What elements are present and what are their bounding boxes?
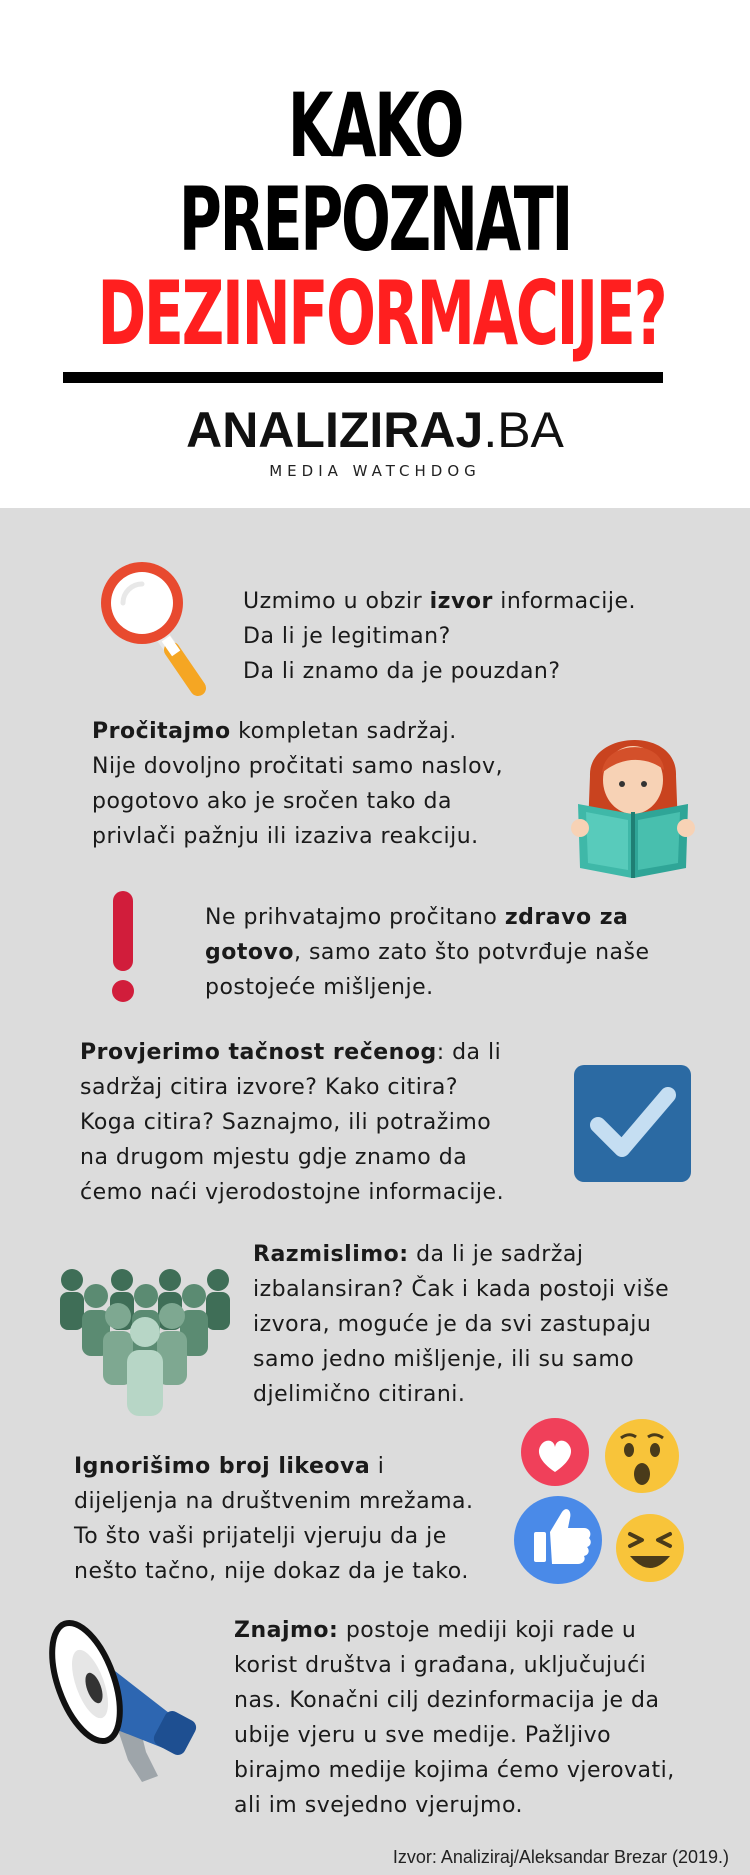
text: kompletan sadržaj. [230, 719, 457, 744]
tip-2-line [92, 714, 503, 749]
tip-4-line [80, 1175, 504, 1210]
emphasis: gotovo [205, 940, 294, 965]
text: To što vaši prijatelji vjeruju da je [74, 1524, 447, 1549]
brand-domain: .BA [483, 402, 564, 458]
title-line-2: PREPOZNATI [178, 168, 572, 271]
tip-1-line [243, 619, 636, 654]
text: Uzmimo u obzir [243, 589, 430, 614]
text: na drugom mjestu gdje znamo da [80, 1145, 468, 1170]
tip-5-line [253, 1307, 669, 1342]
exclamation-icon [108, 891, 138, 1003]
checkbox-icon [574, 1065, 691, 1182]
text: samo jedno mišljenje, ili su samo [253, 1347, 635, 1372]
crowd-icon [60, 1268, 230, 1418]
text: i [370, 1454, 385, 1479]
tip-5-line [253, 1377, 669, 1412]
text: Da li znamo da je pouzdan? [243, 659, 561, 684]
text: birajmo medije kojima ćemo vjerovati, [234, 1758, 675, 1783]
brand-tagline: MEDIA WATCHDOG [269, 462, 481, 480]
emphasis: Pročitajmo [92, 719, 231, 744]
text: da li je sadržaj [408, 1242, 584, 1267]
emphasis: Ignorišimo broj likeova [74, 1454, 371, 1479]
tip-3-text [205, 900, 650, 1005]
emphasis: Razmislimo: [253, 1242, 409, 1267]
tip-5-text [253, 1237, 669, 1412]
megaphone-icon [48, 1610, 208, 1790]
tip-1-text [243, 584, 636, 689]
tip-7-line [234, 1683, 675, 1718]
title-divider [63, 372, 663, 383]
text: sadržaj citira izvore? Kako citira? [80, 1075, 459, 1100]
text: Nije dovoljno pročitati samo naslov, [92, 754, 504, 779]
tip-4-line [80, 1105, 504, 1140]
tip-7-line [234, 1648, 675, 1683]
reactions-icon [512, 1416, 688, 1586]
tip-7-line [234, 1718, 675, 1753]
magnifier-icon [92, 555, 212, 697]
tip-2-text [92, 714, 503, 854]
tip-5-line [253, 1237, 669, 1272]
text: , samo zato što potvrđuje naše [293, 940, 650, 965]
emphasis: Znajmo: [234, 1618, 339, 1643]
text: privlači pažnju ili izaziva reakciju. [92, 824, 479, 849]
brand-name: ANALIZIRAJ [186, 402, 484, 458]
tip-7-line [234, 1788, 675, 1823]
tip-7-line [234, 1753, 675, 1788]
text: nešto tačno, nije dokaz da je tako. [74, 1559, 469, 1584]
emphasis: zdravo za [504, 905, 629, 930]
text: postojeće mišljenje. [205, 975, 434, 1000]
tip-2-line [92, 819, 503, 854]
text: ubije vjeru u sve medije. Pažljivo [234, 1723, 612, 1748]
tip-7-text [234, 1613, 675, 1823]
brand-logo [0, 402, 750, 458]
tip-2-line [92, 784, 503, 819]
title-line-1: KAKO [287, 74, 463, 177]
text: : da li [436, 1040, 502, 1065]
tip-2-line [92, 749, 503, 784]
tip-3-line [205, 935, 650, 970]
tip-4-line [80, 1070, 504, 1105]
header [0, 0, 750, 508]
tip-4-text [80, 1035, 504, 1210]
tip-3-line [205, 970, 650, 1005]
tip-1-line [243, 654, 636, 689]
tip-6-line [74, 1484, 473, 1519]
emphasis: izvor [429, 589, 493, 614]
text: pogotovo ako je sročen tako da [92, 789, 452, 814]
emphasis: Provjerimo tačnost rečenog [80, 1040, 437, 1065]
reading-girl-icon [570, 718, 696, 880]
tip-4-line [80, 1140, 504, 1175]
tip-1-line [243, 584, 636, 619]
text: Ne prihvatajmo pročitano [205, 905, 505, 930]
text: izvora, moguće je da svi zastupaju [253, 1312, 652, 1337]
text: Da li je legitiman? [243, 624, 451, 649]
text: djelimično citirani. [253, 1382, 466, 1407]
text: izbalansiran? Čak i kada postoji više [253, 1277, 670, 1302]
tip-4-line [80, 1035, 504, 1070]
text: postoje mediji koji rade u [338, 1618, 637, 1643]
source-credit: Izvor: Analiziraj/Aleksandar Brezar (2019.) [392, 1847, 729, 1867]
tip-7-line [234, 1613, 675, 1648]
tip-5-line [253, 1272, 669, 1307]
tip-5-line [253, 1342, 669, 1377]
text: dijeljenja na društvenim mrežama. [74, 1489, 474, 1514]
text: ali im svejedno vjerujmo. [234, 1793, 524, 1818]
tip-6-line [74, 1519, 473, 1554]
tip-6-line [74, 1554, 473, 1589]
text: nas. Konačni cilj dezinformacija je da [234, 1688, 660, 1713]
text: Koga citira? Saznajmo, ili potražimo [80, 1110, 492, 1135]
tip-3-line [205, 900, 650, 935]
text: informacije. [492, 589, 636, 614]
title-line-3: DEZINFORMACIJE? [97, 262, 666, 365]
text: korist društva i građana, uključujući [234, 1653, 647, 1678]
tip-6-line [74, 1449, 473, 1484]
tip-6-text [74, 1449, 473, 1589]
text: ćemo naći vjerodostojne informacije. [80, 1180, 505, 1205]
